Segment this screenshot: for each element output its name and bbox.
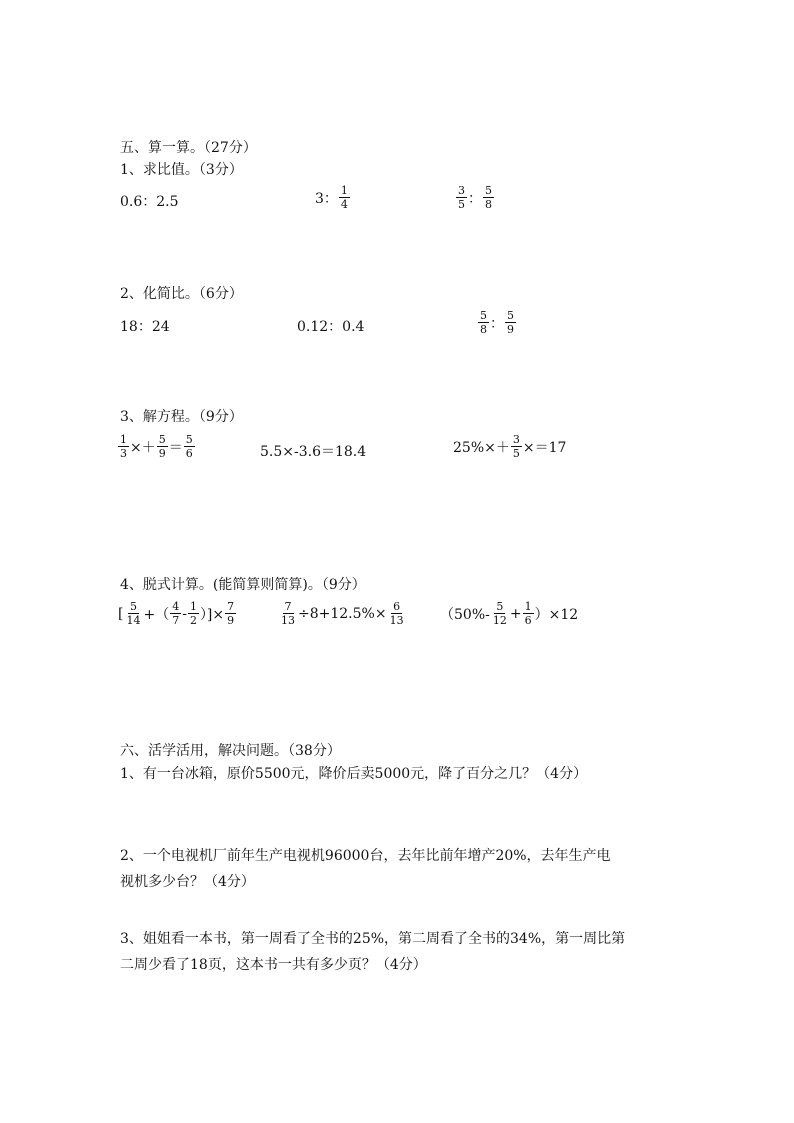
q1-expr-2-text: 3：: [315, 190, 338, 207]
denominator: 12: [492, 614, 507, 627]
operator: ）]×: [199, 606, 225, 623]
q1-title: 1、求比值。（3分）: [120, 162, 243, 178]
q4-expr-1: [118, 600, 237, 627]
fraction: [170, 600, 181, 627]
numerator: 3: [458, 184, 465, 197]
problem-1: [120, 761, 690, 787]
q2-expr-2: [297, 316, 364, 336]
fraction: [388, 600, 406, 627]
operator: ÷8+12.5%×: [298, 605, 387, 622]
q4-expr-3: [440, 600, 578, 627]
denominator: 9: [158, 447, 166, 460]
q2-expr-1-text: 18：24: [120, 319, 170, 335]
numerator: 1: [189, 600, 197, 613]
operator: +: [509, 605, 522, 622]
q4-title: 4、脱式计算。(能简算则简算)。（9分）: [120, 577, 366, 593]
ratio-sign: ：: [468, 190, 482, 207]
denominator: 9: [227, 614, 235, 627]
q3-expr-2: [260, 441, 366, 461]
q3-expr-1: [117, 433, 196, 460]
numerator: 5: [496, 600, 504, 613]
fraction: [339, 184, 350, 211]
denominator: 6: [185, 447, 193, 460]
operator: -: [182, 605, 187, 622]
denominator: 3: [120, 447, 127, 460]
fraction: [188, 600, 199, 627]
q2-expr-2-text: 0.12：0.4: [297, 319, 365, 335]
fraction: [511, 433, 522, 460]
numerator: 5: [485, 184, 492, 197]
q1-expr-1: [120, 191, 179, 211]
q2-expr-3: [477, 309, 517, 336]
operator: ＝: [168, 439, 183, 456]
operator: ）×12: [534, 606, 579, 623]
numerator: 7: [227, 600, 235, 613]
problem-2-line-2: 视机多少台？（4分）: [120, 874, 255, 890]
fraction: [157, 433, 168, 460]
denominator: 13: [281, 614, 295, 627]
q1-expr-1-text: 0.6：2.5: [120, 194, 179, 210]
denominator: 9: [507, 323, 514, 336]
q3-title: 3、解方程。（9分）: [120, 409, 243, 425]
denominator: 8: [480, 323, 487, 336]
numerator: 7: [284, 600, 292, 613]
denominator: 5: [458, 198, 465, 211]
fraction: [505, 309, 516, 336]
denominator: 5: [512, 447, 520, 460]
numerator: 5: [480, 309, 487, 322]
denominator: 7: [172, 614, 180, 627]
q4-expr-2: [278, 600, 407, 627]
denominator: 4: [340, 198, 348, 211]
numerator: 1: [340, 184, 348, 197]
q2-title: 2、化简比。（6分）: [120, 286, 243, 302]
fraction: [456, 184, 467, 211]
problem-2-line-1: 2、一个电视机厂前年生产电视机96000台，去年比前年增产20%，去年生产电: [120, 848, 611, 864]
fraction: [523, 600, 534, 627]
numerator: 3: [512, 433, 520, 446]
fraction: [279, 600, 297, 627]
numerator: 1: [120, 433, 127, 446]
denominator: 6: [524, 614, 532, 627]
numerator: 6: [393, 600, 401, 613]
denominator: 8: [485, 198, 492, 211]
q2-expr-1: [120, 316, 170, 336]
q1-expr-3: [455, 184, 495, 211]
problem-1-text: 1、有一台冰箱，原价5500元，降价后卖5000元，降了百分之几？（4分）: [120, 766, 588, 782]
numerator: 5: [158, 433, 166, 446]
operator: ×＋: [130, 439, 156, 456]
numerator: 4: [172, 600, 180, 613]
section6-title: 六、活学活用，解决问题。（38分）: [120, 743, 341, 759]
bracket: [: [118, 605, 124, 622]
operator: +（: [143, 606, 170, 623]
problem-2: [120, 843, 690, 895]
fraction: [483, 184, 494, 211]
fraction: [478, 309, 489, 336]
q3-expr-3: [453, 433, 566, 460]
operator: ×＝17: [522, 439, 567, 456]
operator: （50%-: [440, 606, 490, 623]
numerator: 5: [185, 433, 193, 446]
numerator: 5: [507, 309, 514, 322]
fraction: [225, 600, 236, 627]
numerator: 5: [129, 600, 137, 613]
denominator: 13: [389, 614, 404, 627]
q1-expr-2: [315, 184, 351, 211]
operator: 25%×＋: [453, 439, 510, 456]
fraction: [124, 600, 142, 627]
section5-title: 五、算一算。（27分）: [120, 140, 257, 156]
ratio-sign: ：: [490, 315, 504, 332]
problem-3: [120, 926, 690, 978]
q3-expr-2-text: 5.5×-3.6＝18.4: [260, 444, 367, 460]
denominator: 14: [126, 614, 141, 627]
problem-3-line-1: 3、姐姐看一本书，第一周看了全书的25%，第二周看了全书的34%，第一周比第: [120, 931, 626, 947]
denominator: 2: [189, 614, 197, 627]
fraction: [184, 433, 195, 460]
fraction: [491, 600, 509, 627]
numerator: 1: [524, 600, 532, 613]
problem-3-line-2: 二周少看了18页，这本书一共有多少页？（4分）: [120, 957, 427, 973]
fraction: [118, 433, 129, 460]
